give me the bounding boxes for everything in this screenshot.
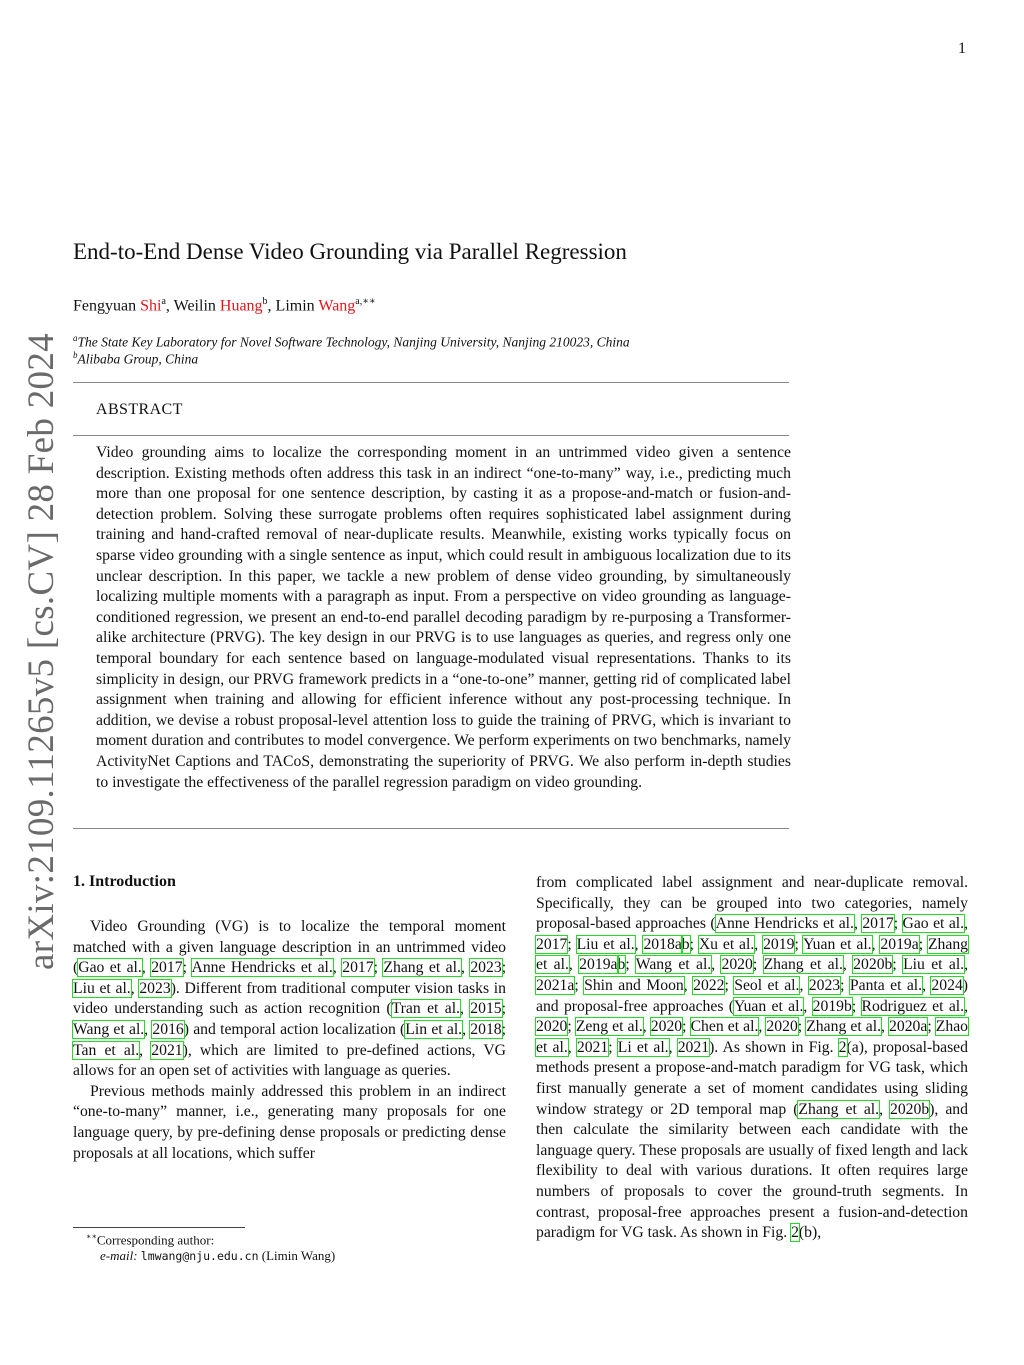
citation-link[interactable]: Anne Hendricks et al. <box>191 959 333 977</box>
citation-link[interactable]: 2016 <box>152 1020 184 1038</box>
text-run: , <box>842 956 854 974</box>
text-run: , <box>634 935 644 953</box>
citation-link[interactable]: Liu et al. <box>73 979 131 997</box>
text-run: ; <box>501 1020 506 1038</box>
text-run: , <box>964 915 968 933</box>
text-run: , <box>668 1038 678 1056</box>
citation-link[interactable]: Rodriguez et al. <box>861 997 965 1015</box>
text-run: , <box>139 1041 152 1059</box>
citation-link[interactable]: Xu et al. <box>698 935 755 953</box>
paragraph <box>73 1082 506 1164</box>
text-run: ) and temporal action localization ( <box>183 1020 406 1038</box>
author-first-name: Fengyuan <box>73 297 141 315</box>
citation-link[interactable]: Chen et al. <box>690 1018 759 1036</box>
text-run: , <box>683 976 694 994</box>
affiliation-b-mark: b <box>73 350 78 360</box>
text-run: , <box>922 976 932 994</box>
citation-link[interactable]: Yuan et al. <box>733 997 804 1015</box>
left-column-text <box>73 917 506 1164</box>
text-run: , <box>879 1100 890 1118</box>
citation-link[interactable]: 2021 <box>576 1038 609 1056</box>
citation-link[interactable]: Yuan et al. <box>803 935 872 953</box>
text-run: , <box>462 1020 471 1038</box>
citation-link[interactable]: Zhao et al. <box>536 1018 969 1056</box>
affiliation-b-text: Alibaba Group, China <box>77 351 199 367</box>
citation-link[interactable]: 2024 <box>931 976 963 994</box>
author-affiliation-mark: b <box>262 296 268 307</box>
footnote-mark: ∗∗ <box>86 1232 97 1241</box>
text-run: Previous methods mainly addressed this problem in an indirect “one-to-many” manner, i.e., generating many proposals for one language query, by pre-defining dense proposals or predicting dense proposals at all locations, which suffer <box>73 1082 506 1162</box>
footnote-email-owner: (Limin Wang) <box>258 1248 336 1263</box>
affiliation-b <box>73 350 198 368</box>
text-run: , <box>754 935 764 953</box>
citation-link[interactable]: 2017 <box>151 959 183 977</box>
abstract-bottom-rule <box>73 828 789 829</box>
citation-link[interactable]: Li et al. <box>617 1038 669 1056</box>
citation-link[interactable]: 2 <box>838 1038 847 1056</box>
author-link[interactable]: Wang <box>318 297 356 315</box>
citation-link[interactable]: 2020 <box>766 1018 798 1036</box>
text-run: ), and then calculate the similarity between each candidate with the language query. These proposals are usually of fixed length and lack flexibility to deal with various durations. It often requires large numbers of proposals to cover the ground-truth segments. In contrast, proposal-free approaches present a fusion-and-detection paradigm for VG task. As shown in Fig. <box>536 1100 968 1242</box>
citation-link[interactable]: Gao et al. <box>78 959 142 977</box>
abstract-body: Video grounding aims to localize the corresponding moment in an untrimmed video given a sentence description. Existing methods often address this task in an indirect “one-to-many” way, i.e., predicting much more than one proposal for one sentence description, by casting it as a propose-and-match or fusion-and-detection problem. Solving these surrogate problems often requires sophisticated label assignment during training and hand-crafted removal of near-duplicate results. Meanwhile, existing works typically focus on sparse video grounding with a single sentence as input, which could result in ambiguous localization due to its unclear description. In this paper, we tackle a new problem of dense video grounding, by simultaneously localizing multiple moments with a paragraph as input. From a perspective on video grounding as language-conditioned regression, we present an end-to-end parallel decoding paradigm by re-purposing a Transformer-alike architecture (PRVG). The key design in our PRVG is to use languages as queries, and regress only one temporal boundary for each sentence based on language-modulated visual representations. Thanks to its simplicity in design, our PRVG framework predicts in a “one-to-one” manner, getting rid of complicated label assignment when training and allowing for efficient inference without any post-processing technique. In addition, we devise a robust proposal-level attention loss to guide the training of PRVG, which is invariant to moment duration and contributes to model convergence. We perform experiments on two benchmarks, namely ActivityNet Captions and TACoS, demonstrating the superiority of PRVG. We also perform in-depth studies to investigate the effectiveness of the parallel regression paradigm on video grounding. <box>96 444 791 791</box>
citation-link[interactable]: 2019 <box>763 935 795 953</box>
citation-link[interactable]: 2022 <box>693 976 725 994</box>
citation-link[interactable]: b <box>617 956 626 974</box>
footnote-label: Corresponding author: <box>96 1232 215 1248</box>
text-run: , <box>964 997 968 1015</box>
citation-link[interactable]: Liu et al. <box>576 935 635 953</box>
text-run: ; <box>567 935 577 953</box>
affiliation-a-mark: a <box>73 333 78 343</box>
citation-link[interactable]: Tran et al. <box>391 1000 460 1018</box>
citation-link[interactable]: Anne Hendricks et al. <box>715 915 854 933</box>
text-run: , <box>459 1000 471 1018</box>
citation-link[interactable]: 2023 <box>139 979 171 997</box>
citation-link[interactable]: 2019a <box>579 956 618 974</box>
text-run: Video Grounding (VG) is to localize the temporal moment matched with a given language description in an untrimmed video ( <box>73 918 506 977</box>
paragraph <box>536 873 968 1244</box>
text-run: ; <box>918 935 928 953</box>
email-link[interactable]: lmwang@nju.edu.cn <box>140 1249 259 1263</box>
citation-link[interactable]: Lin et al. <box>405 1020 463 1038</box>
text-run: , <box>799 976 809 994</box>
text-run: ). As shown in Fig. <box>709 1038 839 1056</box>
citation-link[interactable]: Tan et al. <box>73 1041 140 1059</box>
text-run: (b), <box>798 1224 822 1242</box>
citation-link[interactable]: 2 <box>791 1224 799 1242</box>
footnote-corresponding-author <box>86 1232 214 1248</box>
right-column-text <box>536 873 968 1244</box>
citation-link[interactable]: 2020 <box>721 956 753 974</box>
text-run: ), which are limited to pre-defined actions, VG allows for an open set of activities with language as queries. <box>73 1041 507 1080</box>
citation-link[interactable]: 2019a <box>880 935 919 953</box>
text-run: ; <box>574 976 585 994</box>
text-run: ; <box>892 956 904 974</box>
citation-link[interactable]: Liu et al. <box>903 956 965 974</box>
paper-title: End-to-End Dense Video Grounding via Parallel Regression <box>73 239 627 264</box>
citation-link[interactable]: Zhang et al. <box>798 1100 880 1118</box>
text-run: ; <box>182 959 192 977</box>
citation-link[interactable]: Zeng et al. <box>575 1018 643 1036</box>
author-first-name: Limin <box>275 297 319 315</box>
citation-link[interactable]: 2023 <box>808 976 841 994</box>
text-run: ; <box>893 915 903 933</box>
citation-link[interactable]: Seol et al. <box>734 976 800 994</box>
text-run: , <box>871 935 881 953</box>
author-separator: , <box>267 297 276 315</box>
citation-link[interactable]: 2018 <box>470 1020 502 1038</box>
text-run: ; <box>689 935 699 953</box>
text-run: ; <box>752 956 764 974</box>
citation-link[interactable]: Wang et al. <box>73 1020 145 1038</box>
section-heading-introduction: 1. Introduction <box>73 873 176 890</box>
affiliation-a <box>73 333 630 351</box>
text-run: from complicated label assignment and near-duplicate removal. Specifically, they can be grouped into two categories, namely proposal-based approaches ( <box>536 874 968 933</box>
citation-link[interactable]: 2017 <box>862 915 894 933</box>
abstract-heading: ABSTRACT <box>96 401 183 418</box>
text-run: ; <box>851 997 862 1015</box>
footnote-email <box>100 1248 335 1264</box>
text-run: , <box>711 956 722 974</box>
text-run: , <box>803 997 813 1015</box>
author-link[interactable]: Huang <box>219 297 263 315</box>
citation-link[interactable]: Zhang et al. <box>763 956 843 974</box>
arxiv-identifier-sidebar: arXiv:2109.11265v5 [cs.CV] 28 Feb 2024 <box>21 333 62 970</box>
text-run: ; <box>625 956 636 974</box>
author-first-name: Weilin <box>173 297 220 315</box>
citation-link[interactable]: 2018a <box>643 935 682 953</box>
paragraph <box>73 917 506 1082</box>
text-run: , <box>460 959 471 977</box>
author-list <box>73 296 376 315</box>
citation-link[interactable]: b <box>681 935 690 953</box>
text-run: , <box>332 959 343 977</box>
text-run: , <box>567 1038 577 1056</box>
citation-link[interactable]: 2019b <box>812 997 852 1015</box>
citation-link[interactable]: Zhang et al. <box>383 959 461 977</box>
author-separator: , <box>165 297 174 315</box>
text-run: ; <box>373 959 384 977</box>
citation-link[interactable]: 2021a <box>536 976 575 994</box>
text-run: , <box>144 1020 153 1038</box>
text-run: ; <box>501 1000 506 1018</box>
citation-link[interactable]: 2020b <box>853 956 893 974</box>
text-run: ). Different from traditional computer vision tasks in video understanding such as action recognition ( <box>73 979 506 1018</box>
abstract-heading-rule <box>73 435 789 436</box>
citation-link[interactable]: 2015 <box>470 1000 502 1018</box>
author-link[interactable]: Shi <box>140 297 162 315</box>
text-run: ; <box>797 1018 807 1036</box>
text-run: , <box>642 1018 651 1036</box>
author-affiliation-mark: a <box>161 296 166 307</box>
citation-link[interactable]: Wang et al. <box>635 956 712 974</box>
footnote-email-label: e-mail: <box>100 1248 141 1263</box>
citation-link[interactable]: 2021 <box>677 1038 710 1056</box>
citation-link[interactable]: 2020b <box>889 1100 930 1118</box>
text-run: , <box>964 956 969 974</box>
text-run: ; <box>840 976 850 994</box>
text-run: ; <box>724 976 735 994</box>
citation-link[interactable]: 2020a <box>889 1018 928 1036</box>
citation-link[interactable]: Gao et al. <box>902 915 965 933</box>
citation-link[interactable]: 2017 <box>536 935 568 953</box>
text-run: ; <box>567 1018 576 1036</box>
author-affiliation-mark: a,∗∗ <box>355 296 376 307</box>
page-number: 1 <box>958 40 966 57</box>
citation-link[interactable]: 2023 <box>470 959 502 977</box>
citation-link[interactable]: 2020 <box>536 1018 568 1036</box>
citation-link[interactable]: Zhang et al. <box>536 935 969 974</box>
text-run: ; <box>794 935 804 953</box>
abstract-top-rule <box>73 382 789 383</box>
text-run: ; <box>608 1038 618 1056</box>
text-run: ) and proposal-free approaches ( <box>536 976 969 1015</box>
text-run: , <box>141 959 152 977</box>
citation-link[interactable]: Shin and Moon <box>584 976 684 994</box>
text-run: ; <box>682 1018 691 1036</box>
text-run: ; <box>927 1018 936 1036</box>
citation-link[interactable]: Panta et al. <box>849 976 923 994</box>
text-run: , <box>130 979 140 997</box>
footnote-rule <box>73 1227 245 1228</box>
citation-link[interactable]: 2020 <box>650 1018 683 1036</box>
text-run: (a), proposal-based methods present a propose-and-match paradigm for VG task, which first manually generate a set of moment candidates using sliding window strategy or 2D temporal map ( <box>536 1038 968 1118</box>
text-run: ; <box>501 959 507 977</box>
citation-link[interactable]: 2017 <box>342 959 374 977</box>
text-run: , <box>568 956 580 974</box>
citation-link[interactable]: 2021 <box>151 1041 183 1059</box>
text-run: , <box>758 1018 767 1036</box>
affiliation-a-text: The State Key Laboratory for Novel Software Technology, Nanjing University, Nanjing 210023, China <box>77 334 630 350</box>
text-run: , <box>881 1018 890 1036</box>
citation-link[interactable]: Zhang et al. <box>806 1018 882 1036</box>
text-run: , <box>853 915 863 933</box>
